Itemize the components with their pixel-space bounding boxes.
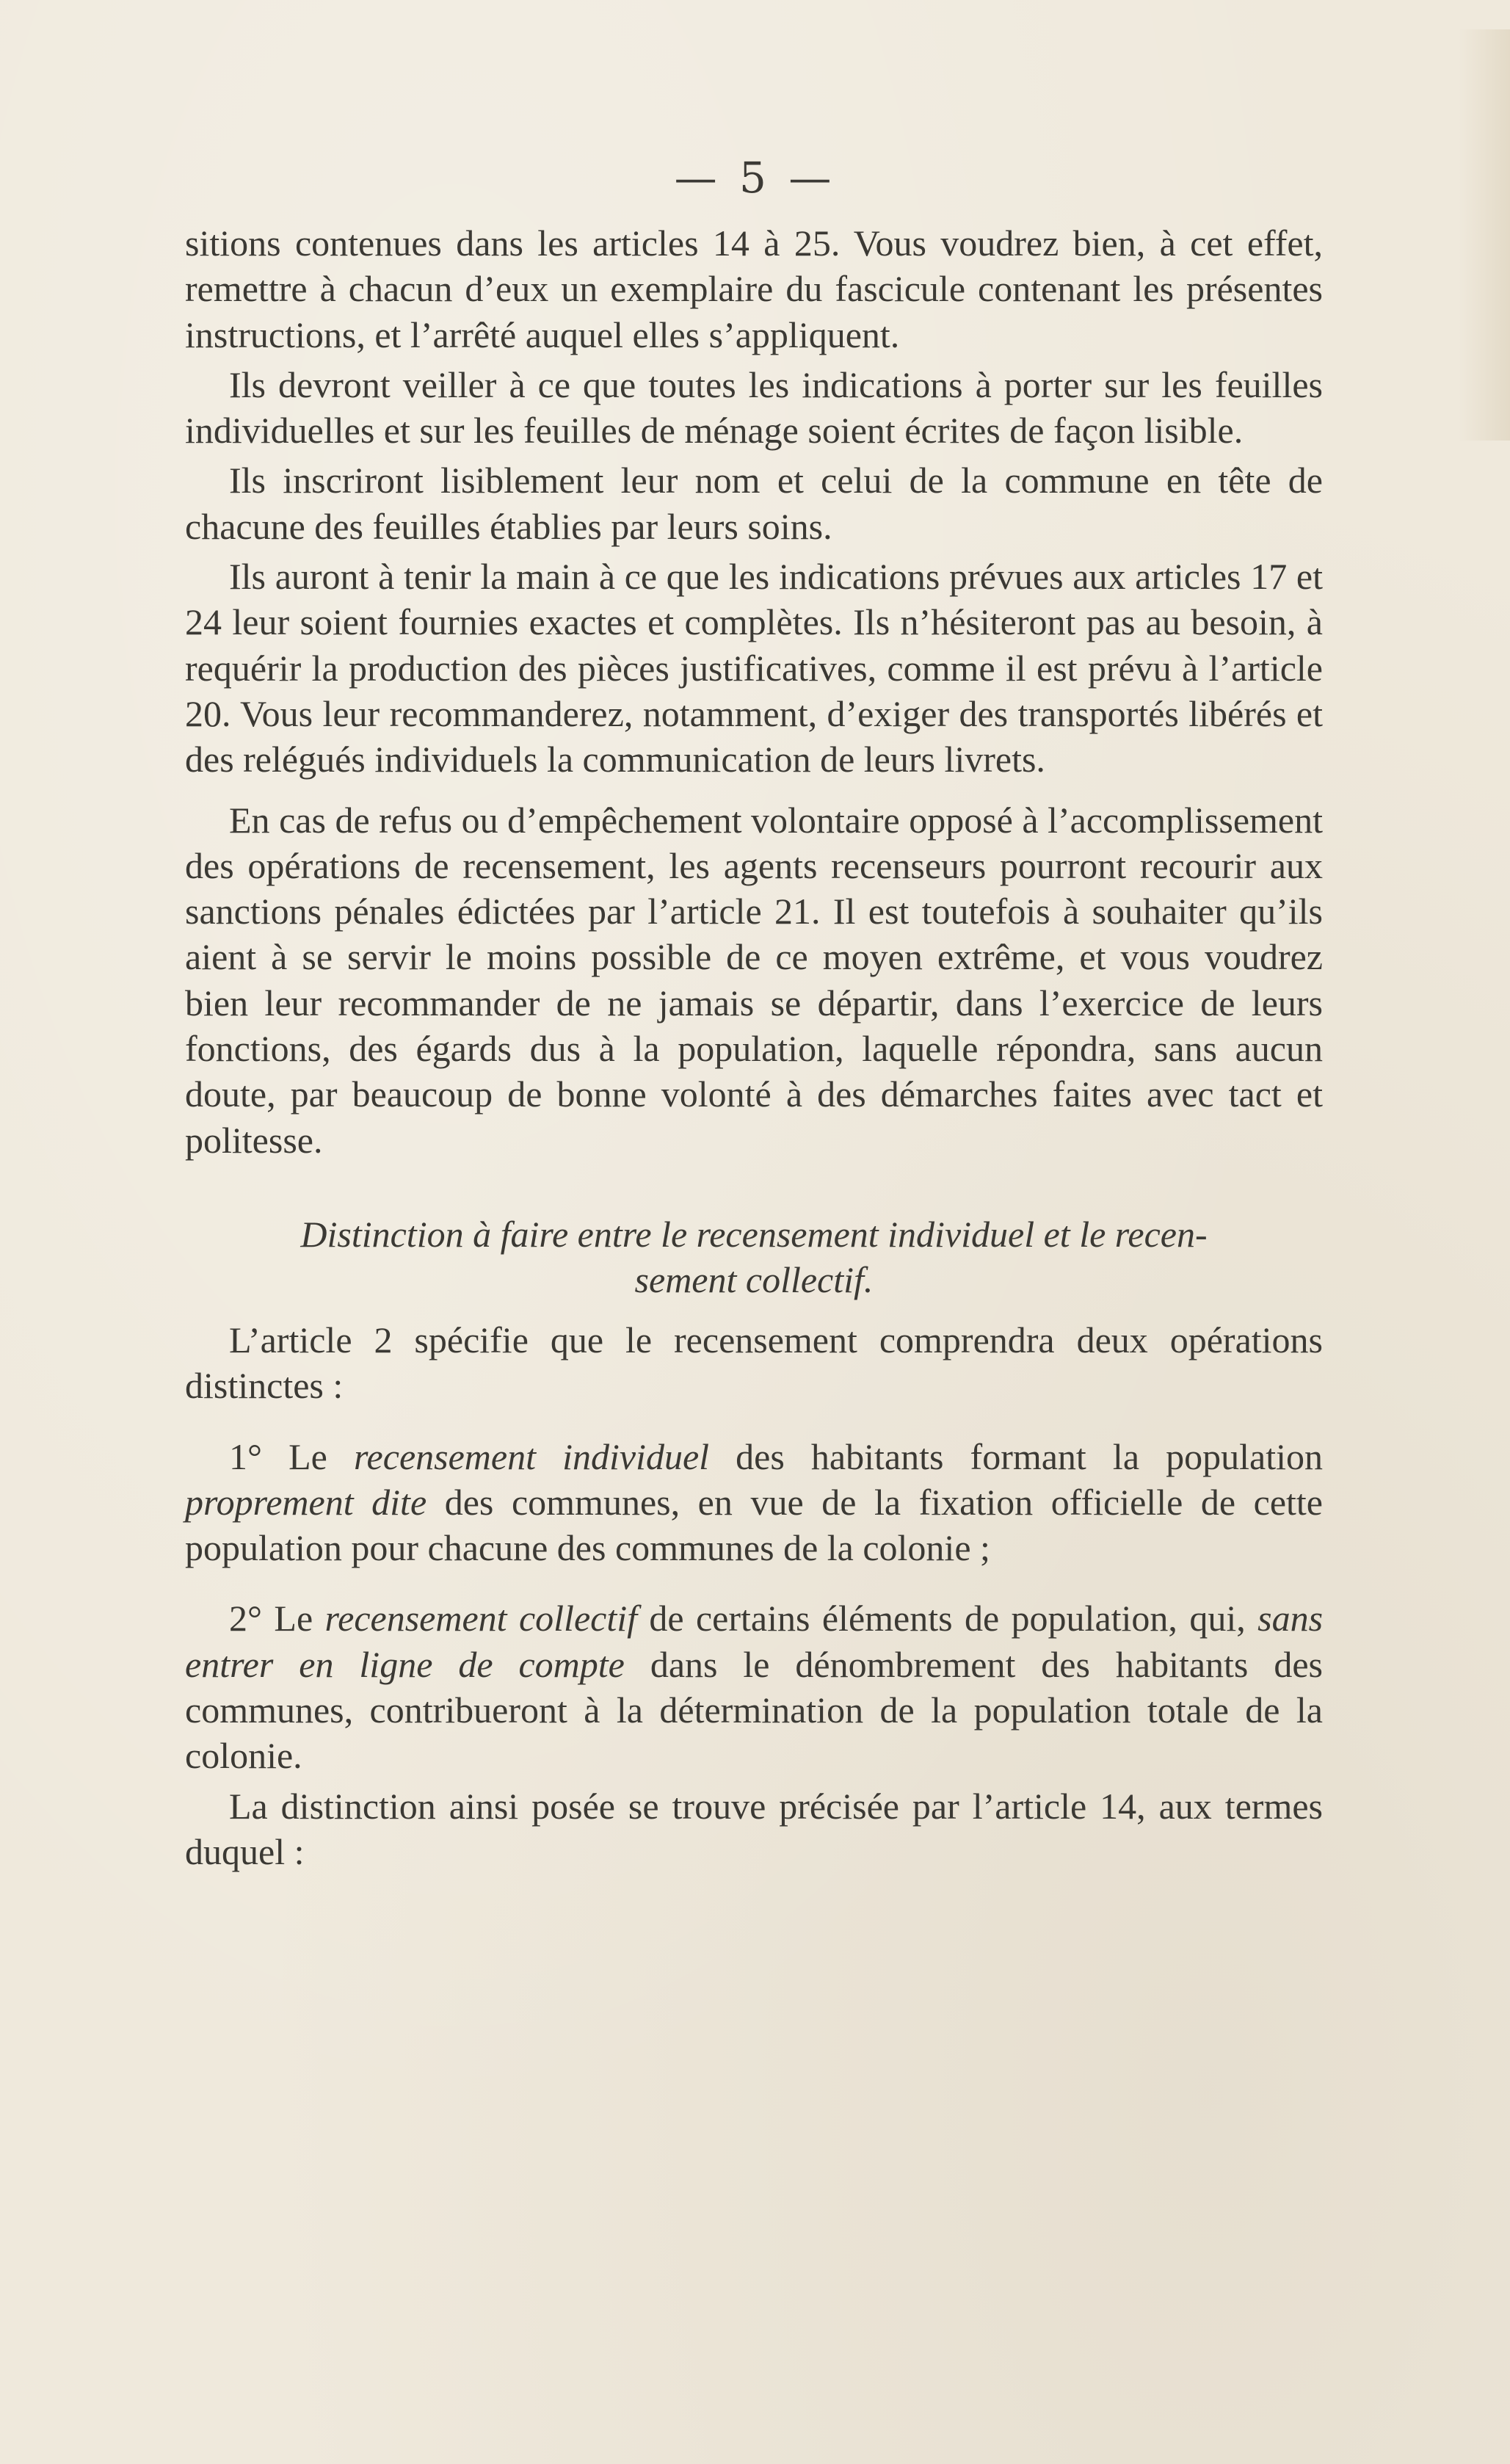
section-heading-line-2: sement collectif. — [634, 1258, 874, 1300]
list-item-2 — [185, 1595, 1323, 1778]
list-item-2-emphasis: sans entrer en ligne de compte — [185, 1598, 1324, 1685]
list-item-2-rest: dans le dénombrement des habitants des communes, contribueront à la détermination de la population totale de la colonie. — [185, 1643, 1323, 1777]
list-item-1 — [185, 1434, 1323, 1571]
paragraph-1: sitions contenues dans les articles 14 à 25. Vous voudrez bien, à cet effet, remettre à chacun d’eux un exemplaire du fascicule contenant les présentes instructions, et l’arrêté auquel elles s’appliquent. — [185, 222, 1323, 355]
section-heading — [185, 1211, 1323, 1302]
page-number: — 5 — — [674, 153, 836, 203]
list-item-1-rest: des communes, en vue de la fixation officielle de cette population pour chacune des communes de la colonie ; — [185, 1481, 1323, 1569]
paragraph-4: Ils auront à tenir la main à ce que les indications prévues aux articles 17 et 24 leur soient fournies exactes et complètes. Ils n’hésiteront pas au besoin, à requérir la production des pièces justificatives, comme il est prévu à l’article 20. Vous leur recommanderez, notamment, d’exiger des transportés libérés et des relégués individuels la communication de leurs livrets. — [185, 556, 1323, 780]
list-item-2-middle: de certains éléments de population, qui, — [649, 1598, 1246, 1639]
list-item-1-lead: Le — [288, 1435, 327, 1477]
list-item-1-emphasis: proprement dite — [185, 1481, 427, 1523]
body-text — [185, 220, 1323, 1874]
paragraph-5: En cas de refus ou d’empêchement volontaire opposé à l’accomplissement des opérations de recensement, les agents recenseurs pourront recourir aux sanctions pénales édictées par l’article 21. Il est toutefois à souhaiter qu’ils aient à se servir le moins possible de ce moyen extrême, et vous voudrez bien leur recommander de ne jamais se départir, dans l’exercice de leurs fonctions, des égards dus à la population, laquelle répondra, sans aucun doute, par beaucoup de bonne volonté à des démarches faites avec tact et politesse. — [185, 799, 1323, 1161]
section-heading-line-1: Distinction à faire entre le recensement individuel et le recen- — [300, 1213, 1208, 1255]
paragraph-2: Ils devront veiller à ce que toutes les indications à porter sur les feuilles individuelles et sur les feuilles de ménage soient écrites de façon lisible. — [185, 363, 1323, 452]
list-item-1-middle: des habitants formant la population — [736, 1435, 1323, 1477]
page-edge-shading — [1459, 29, 1510, 441]
paragraph-3: Ils inscriront lisiblement leur nom et celui de la commune en tête de chacune des feuilles établies par leurs soins. — [185, 460, 1323, 547]
closing-paragraph: La distinction ainsi posée se trouve précisée par l’article 14, aux termes duquel : — [185, 1785, 1323, 1872]
list-item-1-term: recensement individuel — [353, 1435, 710, 1477]
list-item-2-term: recensement collectif — [324, 1598, 637, 1639]
list-item-2-number: 2° — [229, 1598, 262, 1639]
section-intro: L’article 2 spécifie que le recensement comprendra deux opérations distinctes : — [185, 1319, 1323, 1407]
list-item-2-lead: Le — [274, 1598, 313, 1639]
list-item-1-number: 1° — [229, 1435, 262, 1477]
